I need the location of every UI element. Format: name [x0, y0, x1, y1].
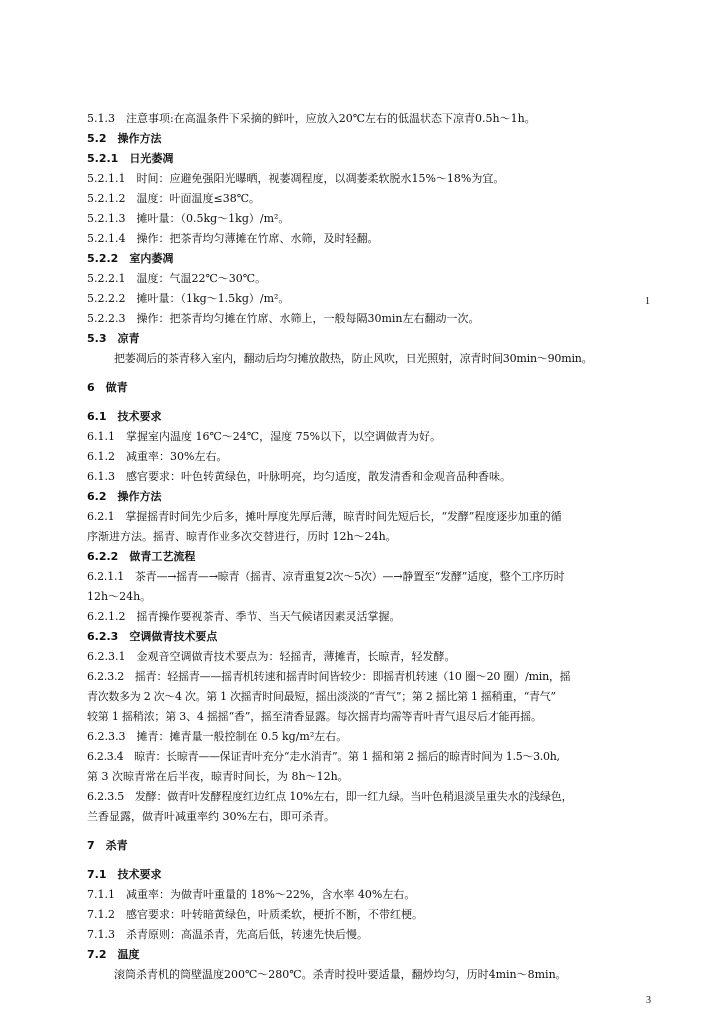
clause-7-1-3: 7.1.3 杀青原则：高温杀青，先高后低，转速先快后慢。: [87, 928, 368, 941]
heading-7: 7 杀青: [87, 839, 128, 852]
heading-6-2-2: 6.2.2 做青工艺流程: [87, 550, 196, 563]
clause-6-2-3-2-cont2: 较第 1 摇稍浓；第 3、4 摇摇“香”，摇至清香显露。每次摇青均需等青叶青气退尽后才能再摇。: [87, 710, 542, 723]
clause-6-2-3-3: 6.2.3.3 摊青：摊青量一般控制在 0.5 kg/m²左右。: [87, 730, 348, 743]
clause-6-2-3-4: 6.2.3.4 晾青：长晾青——保证青叶充分“走水消青”。第 1 摇和第 2 摇后的晾青时间为 1.5～3.0h,: [87, 750, 560, 763]
clause-5-2-2-1: 5.2.2.1 温度：气温22℃～30℃。: [87, 272, 267, 285]
clause-7-1-1: 7.1.1 减重率：为做青叶重量的 18%～22%，含水率 40%左右。: [87, 888, 416, 901]
clause-6-2-1-cont: 序渐进方法。摇青、晾青作业多次交替进行，历时 12h～24h。: [87, 530, 397, 543]
clause-6-2-1-1-cont: 12h～24h。: [87, 590, 152, 603]
clause-6-2-3-2: 6.2.3.2 摇青：轻摇青——摇青机转速和摇青时间皆较少：即摇青机转速（10 圈～20 圈）/min，摇: [87, 670, 571, 683]
paragraph-7-2: 滚筒杀青机的筒壁温度200℃～280℃。杀青时投叶要适量，翻炒均匀，历时4min～8min。: [114, 968, 567, 981]
clause-5-2-1-4: 5.2.1.4 操作：把茶青均匀薄摊在竹席、水筛，及时轻翻。: [87, 232, 379, 245]
heading-5-2-1: 5.2.1 日光萎凋: [87, 152, 174, 165]
clause-5-2-2-2: 5.2.2.2 摊叶量：（1kg～1.5kg）/m²。: [87, 292, 290, 305]
clause-5-1-3: 5.1.3 注意事项:在高温条件下采摘的鲜叶，应放入20℃左右的低温状态下凉青0.5h～1h。: [87, 112, 536, 125]
clause-6-2-1: 6.2.1 掌握摇青时间先少后多，摊叶厚度先厚后薄，晾青时间先短后长，“发酵”程度逐步加重的循: [87, 510, 562, 523]
clause-6-2-3-4-cont: 第 3 次晾青常在后半夜，晾青时间长，为 8h～12h。: [87, 770, 349, 783]
clause-6-2-3-2-cont: 青次数多为 2 次～4 次。第 1 次摇青时间最短，摇出淡淡的“青气”；第 2 摇比第 1 摇稍重，“青气”: [87, 690, 556, 703]
clause-6-2-1-2: 6.2.1.2 摇青操作要视茶青、季节、当天气候诸因素灵活掌握。: [87, 610, 401, 623]
clause-5-2-1-1: 5.2.1.1 时间：应避免强阳光曝晒，视萎凋程度，以凋萎柔软脱水15%～18%为宜。: [87, 172, 505, 185]
heading-7-1: 7.1 技术要求: [87, 868, 162, 881]
heading-6: 6 做青: [87, 381, 128, 394]
clause-6-1-2: 6.1.2 减重率：30%左右。: [87, 450, 228, 463]
clause-5-2-2-3: 5.2.2.3 操作：把茶青均匀摊在竹席、水筛上，一般每隔30min左右翻动一次。: [87, 312, 480, 325]
clause-6-2-1-1: 6.2.1.1 茶青—→摇青—→晾青（摇青、凉青重复2次～5次）—→静置至“发酵”适度，整个工序历时: [87, 570, 565, 583]
heading-5-2-2: 5.2.2 室内萎凋: [87, 252, 174, 265]
heading-6-1: 6.1 技术要求: [87, 410, 162, 423]
clause-6-1-3: 6.1.3 感官要求：叶色转黄绿色，叶脉明亮，均匀适度，散发清香和金观音品种香味。: [87, 470, 511, 483]
clause-7-1-2: 7.1.2 感官要求：叶转暗黄绿色，叶质柔软，梗折不断，不带红梗。: [87, 908, 423, 921]
page-number-bottom: 3: [646, 995, 651, 1006]
clause-6-1-1: 6.1.1 掌握室内温度 16℃～24℃，湿度 75%以下，以空调做青为好。: [87, 430, 442, 443]
clause-6-2-3-5-cont: 兰香显露，做青叶减重率约 30%左右，即可杀青。: [87, 810, 335, 823]
page-number-top: 1: [645, 296, 650, 307]
heading-6-2: 6.2 操作方法: [87, 490, 162, 503]
heading-7-2: 7.2 温度: [87, 948, 140, 961]
clause-5-2-1-2: 5.2.1.2 温度：叶面温度≤38℃。: [87, 192, 261, 205]
clause-6-2-3-1: 6.2.3.1 金观音空调做青技术要点为：轻摇青，薄摊青，长晾青，轻发酵。: [87, 650, 456, 663]
clause-5-2-1-3: 5.2.1.3 摊叶量：（0.5kg～1kg）/m²。: [87, 212, 290, 225]
heading-5-2: 5.2 操作方法: [87, 132, 162, 145]
heading-6-2-3: 6.2.3 空调做青技术要点: [87, 630, 218, 643]
heading-5-3: 5.3 凉青: [87, 332, 140, 345]
paragraph-5-3: 把萎凋后的茶青移入室内，翻动后均匀摊放散热，防止风吹，日光照射，凉青时间30min～90min。: [114, 352, 593, 365]
clause-6-2-3-5: 6.2.3.5 发酵：做青叶发酵程度红边红点 10%左右，即一红九绿。当叶色稍退淡呈重失水的浅绿色，: [87, 790, 573, 803]
